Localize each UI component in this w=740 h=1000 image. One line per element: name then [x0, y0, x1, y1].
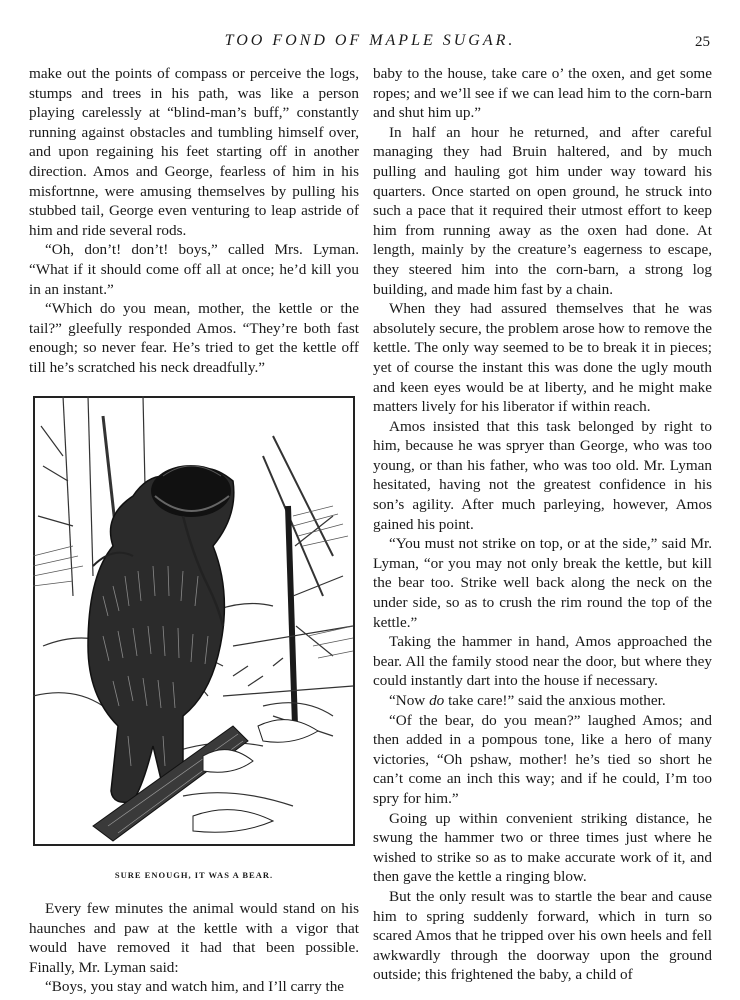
running-title: TOO FOND OF MAPLE SUGAR. — [224, 32, 516, 49]
emphasis-text: do — [429, 692, 445, 709]
paragraph: make out the points of compass or perceive the logs, stumps and trees in his path, was like a person playing carelessly at “blind-man’s buff,” constantly running against obstacles and tumbling himself over, and upon regaining his feet starting off in another direction. Amos and George, fearless of him in his misfortnne, were amusing themselves by pulling his stubbed tail, George even venturing to leap astride of him and ride several rods. — [29, 65, 359, 239]
text-run: take care!” said the anxious mother. — [444, 692, 666, 709]
paragraph: Every few minutes the animal would stand on his haunches and paw at the kettle with a vigor that would have removed it had that been possible. Finally, Mr. Lyman said: — [29, 900, 359, 976]
paragraph: In half an hour he returned, and after careful managing they had Bruin haltered, and by much pulling and hauling got him under way toward his quarters. Once started on open ground, he struck into such a pace that it required their utmost effort to keep him from running away as the oxen had done. At length, mainly by the creature’s eagerness to escape, they steered him into the corn-barn, a strong log building, and made him fast by a chain. — [373, 123, 712, 298]
paragraph: Taking the hammer in hand, Amos approached the bear. All the family stood near the door, but where they could instantly dart into the house if necessary. — [373, 633, 712, 690]
paragraph: baby to the house, take care o’ the oxen, and get some ropes; and we’ll see if we can lead him to the corn-barn and shut him up.” — [373, 65, 712, 122]
text-run: “Now — [389, 692, 430, 709]
paragraph: “Which do you mean, mother, the kettle or the tail?” gleefully responded Amos. “They’re both fast enough; so never fear. He’s tried to get the kettle off till he’s scratched his neck dreadfully.” — [29, 300, 359, 376]
illustration-caption: SURE ENOUGH, IT WAS A BEAR. — [114, 869, 274, 880]
paragraph: Going up within convenient striking distance, he swung the hammer two or three times just where he wished to strike so as to make accurate work of it, and then gave the kettle a ringing blow. — [373, 809, 712, 886]
paragraph: “Oh, don’t! don’t! boys,” called Mrs. Lyman. “What if it should come off all at once; he’d kill you in an instant.” — [29, 241, 359, 298]
paragraph: Amos insisted that this task belonged by right to him, because he was spryer than George, who was too young, or than his father, who was too old. Mr. Lyman hesitated, having not the greatest confidence in his son’s agility. After much parleying, however, Amos gained his point. — [373, 417, 712, 533]
running-header — [0, 32, 740, 56]
paragraph: When they had assured themselves that he was absolutely secure, the problem arose how to remove the kettle. The only way seemed to be to break it in pieces; yet of course the instant this was done the ugly mouth and keen eyes would be at liberty, and he might make matters lively for his liberator if within reach. — [373, 300, 712, 416]
bear-illustration — [33, 396, 355, 846]
paragraph: “You must not strike on top, or at the side,” said Mr. Lyman, “or you may not only break the kettle, but kill the bear too. Strike well back along the neck on the under side, so as to crush the rim round the top of the kettle.” — [373, 535, 712, 631]
paragraph — [373, 691, 712, 711]
paragraph: “Of the bear, do you mean?” laughed Amos; and then added in a pompous tone, like a hero of many victories, “Oh pshaw, mother! he’s tied so short he can’t come an inch this way; and if he could, I’m too spry for him.” — [373, 711, 712, 807]
left-column — [29, 64, 359, 997]
page-number: 25 — [695, 34, 710, 50]
right-column — [373, 64, 712, 985]
paragraph: “Boys, you stay and watch him, and I’ll carry the — [45, 978, 345, 996]
paragraph: But the only result was to startle the bear and cause him to spring suddenly forward, which in turn so scared Amos that he tripped over his own heels and fell awkwardly through the doorway upon the ground outside; this frightened the baby, a child of — [373, 887, 712, 984]
illustration-figure — [29, 396, 359, 886]
